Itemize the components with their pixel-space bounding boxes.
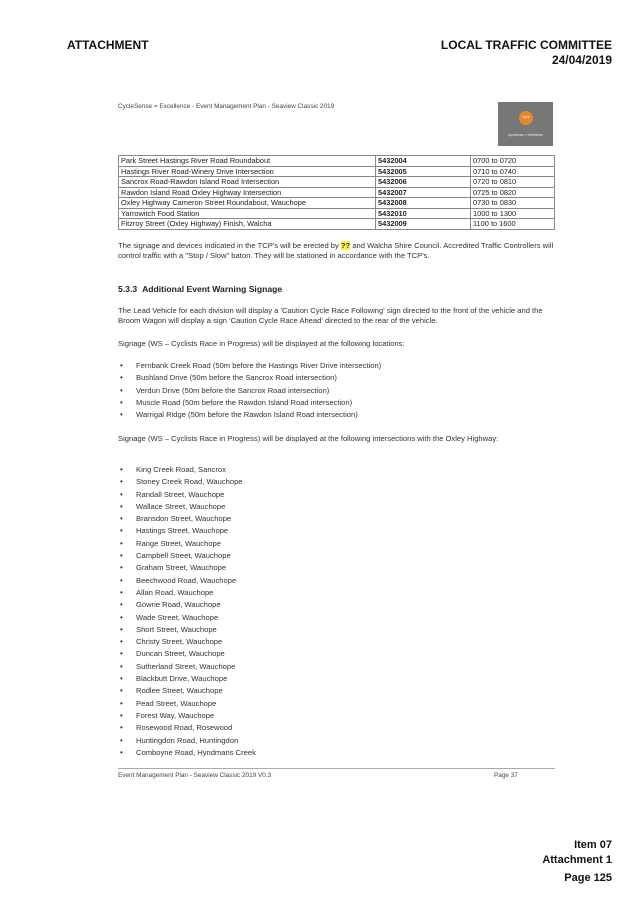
time-cell: 0730 to 0830 <box>471 198 555 209</box>
list-item: • Graham Street, Wauchope <box>118 562 256 574</box>
location-cell: Hastings River Road-Winery Drive Intersection <box>119 166 376 177</box>
table-row <box>119 177 555 188</box>
list-item: • Warrigal Ridge (50m before the Rawdon Island Road intersection) <box>118 409 381 421</box>
table-row <box>119 208 555 219</box>
location-cell: Park Street Hastings River Road Roundabout <box>119 156 376 167</box>
location-cell: Oxley Highway Cameron Street Roundabout, Wauchope <box>119 198 376 209</box>
tcp-number-cell: 5432005 <box>376 166 471 177</box>
locations-intro: Signage (WS – Cyclists Race in Progress) will be displayed at the following locations: <box>118 339 405 348</box>
section-number: 5.3.3 <box>118 284 138 294</box>
list-item: • Duncan Street, Wauchope <box>118 648 256 660</box>
logo-badge <box>519 111 533 125</box>
list-item: • Rosewood Road, Rosewood <box>118 722 256 734</box>
signage-paragraph: The signage and devices indicated in the TCP's will be erected by ?? and Walcha Shire Council. Accredited Traffic Controllers will control traffic with a "Stop / Slow" baton. They will be stationed in accordance with the TCP's. <box>118 241 554 260</box>
time-cell: 0725 to 0820 <box>471 187 555 198</box>
intersections-list <box>118 464 256 759</box>
tcp-number-cell: 5432010 <box>376 208 471 219</box>
document-footer-title: Event Management Plan - Seaview Classic 2019 V0.3 <box>118 772 272 779</box>
page-number: Page 125 <box>564 872 612 884</box>
location-cell: Rawdon Island Road Oxley Highway Intersection <box>119 187 376 198</box>
time-cell: 1000 to 1300 <box>471 208 555 219</box>
list-item: • Range Street, Wauchope <box>118 538 256 550</box>
intersections-intro: Signage (WS – Cyclists Race in Progress) will be displayed at the following intersections with the Oxley Highway: <box>118 434 499 443</box>
location-cell: Yarrowitch Food Station <box>119 208 376 219</box>
table-row <box>119 219 555 230</box>
list-item: • Pead Street, Wauchope <box>118 698 256 710</box>
section-title: Additional Event Warning Signage <box>142 284 283 294</box>
time-cell: 0700 to 0720 <box>471 156 555 167</box>
list-item: • Fernbank Creek Road (50m before the Hastings River Drive intersection) <box>118 360 381 372</box>
time-cell: 1100 to 1600 <box>471 219 555 230</box>
document-running-title: CycleSense = Excellence - Event Management Plan - Seaview Classic 2019 <box>118 103 335 110</box>
list-item: • Comboyne Road, Hyndmans Creek <box>118 747 256 759</box>
time-cell: 0710 to 0740 <box>471 166 555 177</box>
list-item: • Huntingdon Road, Huntingdon <box>118 735 256 747</box>
item-reference <box>542 838 612 868</box>
cyclesense-logo <box>498 102 553 146</box>
table-row <box>119 187 555 198</box>
locations-list <box>118 360 381 421</box>
table-row <box>119 198 555 209</box>
list-item: • Wade Street, Wauchope <box>118 612 256 624</box>
section-heading <box>118 284 282 294</box>
time-cell: 0720 to 0810 <box>471 177 555 188</box>
list-item: • Gowrie Road, Wauchope <box>118 599 256 611</box>
attachment-number: Attachment 1 <box>542 854 612 866</box>
list-item: • Randall Street, Wauchope <box>118 489 256 501</box>
list-item: • Christy Street, Wauchope <box>118 636 256 648</box>
tcp-number-cell: 5432009 <box>376 219 471 230</box>
tcp-number-cell: 5432006 <box>376 177 471 188</box>
list-item: • Bransdon Street, Wauchope <box>118 513 256 525</box>
list-item: • Sutherland Street, Wauchope <box>118 661 256 673</box>
meeting-date: 24/04/2019 <box>551 53 612 67</box>
table-row <box>119 166 555 177</box>
list-item: • Forest Way, Wauchope <box>118 710 256 722</box>
item-number: Item 07 <box>574 839 612 851</box>
list-item: • Beechwood Road, Wauchope <box>118 575 256 587</box>
traffic-control-table <box>118 155 555 230</box>
footer-divider <box>118 768 555 769</box>
list-item: • Campbell Street, Wauchope <box>118 550 256 562</box>
list-item: • Muscle Road (50m before the Rawdon Island Road intersection) <box>118 397 381 409</box>
attachment-heading: ATTACHMENT <box>67 38 149 52</box>
list-item: • Rodlee Street, Wauchope <box>118 685 256 697</box>
logo-tagline: cyclesense = excellence <box>508 133 543 137</box>
committee-header <box>441 38 612 68</box>
tcp-number-cell: 5432004 <box>376 156 471 167</box>
list-item: • Wallace Street, Wauchope <box>118 501 256 513</box>
list-item: • King Creek Road, Sancrox <box>118 464 256 476</box>
document-page-number: Page 37 <box>494 772 518 779</box>
lead-vehicle-paragraph: The Lead Vehicle for each division will display a 'Caution Cycle Race Following' sign directed to the front of the vehicle and the Broom Wagon will display a sign 'Caution Cycle Race Ahead' directed to the rear of the vehicle. <box>118 306 543 325</box>
table-row <box>119 156 555 167</box>
logo-badge-text: ccrs <box>522 114 530 119</box>
committee-name: LOCAL TRAFFIC COMMITTEE <box>440 38 612 52</box>
list-item: • Stoney Creek Road, Wauchope <box>118 476 256 488</box>
tcp-number-cell: 5432008 <box>376 198 471 209</box>
list-item: • Allan Road, Wauchope <box>118 587 256 599</box>
list-item: • Bushland Drive (50m before the Sancrox Road intersection) <box>118 372 381 384</box>
list-item: • Blackbutt Drive, Wauchope <box>118 673 256 685</box>
highlighted-placeholder: ?? <box>340 241 351 250</box>
list-item: • Short Street, Wauchope <box>118 624 256 636</box>
location-cell: Sancrox Road-Rawdon Island Road Intersection <box>119 177 376 188</box>
list-item: • Hastings Street, Wauchope <box>118 525 256 537</box>
location-cell: Fitzroy Street (Oxley Highway) Finish, Walcha <box>119 219 376 230</box>
tcp-number-cell: 5432007 <box>376 187 471 198</box>
list-item: • Verdun Drive (50m before the Sancrox Road intersection) <box>118 385 381 397</box>
